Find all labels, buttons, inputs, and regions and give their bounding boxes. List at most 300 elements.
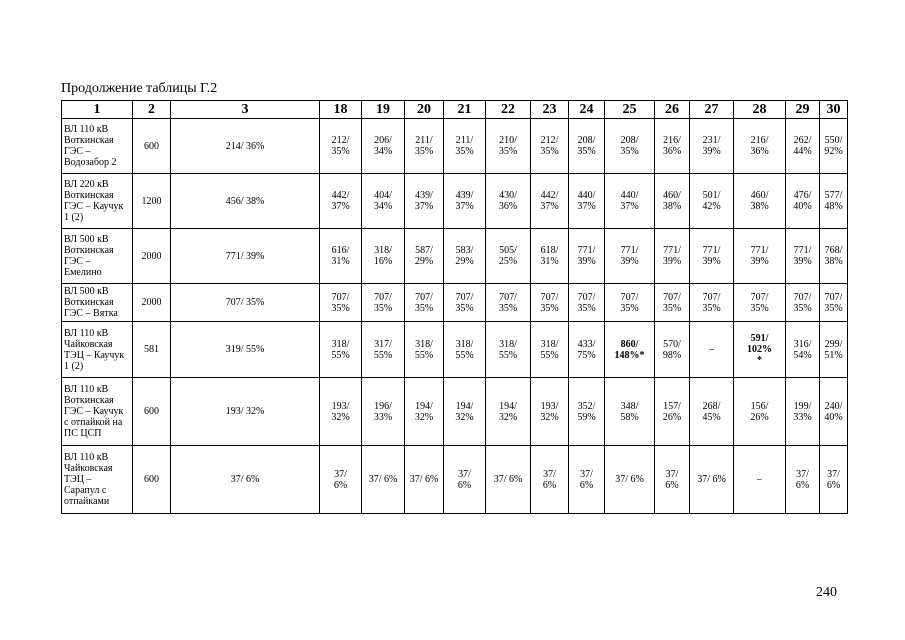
- load-value: 37/ 6%: [615, 474, 644, 485]
- column-header: 27: [690, 101, 734, 119]
- line-name-text: ТЭЦ – Каучук: [64, 349, 125, 361]
- line-name-text: ВЛ 110 кВ: [64, 124, 109, 135]
- load-value: 587/: [415, 245, 433, 256]
- load-value: 570/: [663, 338, 681, 350]
- table-row: [62, 174, 848, 229]
- load-value: 16%: [373, 256, 393, 267]
- load-cell: [786, 284, 820, 322]
- load-value: 37/: [796, 468, 809, 480]
- table-row: [62, 119, 848, 174]
- load-value: 35%: [824, 302, 843, 314]
- load-value: 771/: [750, 245, 769, 256]
- load-value: 35%: [662, 302, 682, 314]
- load-value: 37/: [665, 468, 679, 480]
- column-header: 18: [320, 101, 362, 119]
- load-cell: [786, 119, 820, 174]
- load-cell: [820, 446, 848, 514]
- load-value: 442/: [331, 190, 350, 201]
- load-cell: [320, 322, 362, 378]
- load-value: 39%: [662, 256, 682, 267]
- line-name-text: ГЭС – Каучук: [64, 201, 124, 212]
- load-value: 208/: [620, 135, 639, 146]
- base-load-cell: 37/ 6%: [171, 446, 320, 514]
- line-name-text: Воткинская: [64, 395, 114, 406]
- load-cell: [320, 446, 362, 514]
- load-cell: [655, 322, 690, 378]
- load-value: 35%: [793, 302, 812, 314]
- load-value: *: [757, 355, 762, 366]
- load-value: 148%*: [614, 349, 645, 361]
- load-value: 37%: [620, 201, 639, 212]
- load-value: 55%: [455, 349, 474, 361]
- line-name-text: ВЛ 220 кВ: [64, 179, 109, 190]
- load-value: 318/: [331, 338, 350, 350]
- load-value: 34%: [373, 201, 393, 212]
- load-value: 35%: [577, 146, 596, 157]
- load-cell: [786, 322, 820, 378]
- column-header: 25: [605, 101, 655, 119]
- load-cell: [569, 229, 605, 284]
- load-cell: [820, 119, 848, 174]
- load-value: 6%: [457, 479, 472, 491]
- load-value: 32%: [331, 411, 350, 423]
- load-cell: [362, 322, 405, 378]
- column-header: 30: [820, 101, 848, 119]
- load-value: 771/: [702, 245, 721, 256]
- load-cell: [655, 119, 690, 174]
- load-value: 37%: [414, 201, 434, 212]
- load-cell: [444, 119, 486, 174]
- load-cell: [734, 322, 786, 378]
- load-cell: [569, 446, 605, 514]
- load-value: 31%: [540, 256, 559, 267]
- load-cell: [690, 446, 734, 514]
- load-value: 38%: [662, 201, 682, 212]
- load-value: 577/: [824, 190, 843, 201]
- base-load-cell: 319/ 55%: [171, 322, 320, 378]
- load-value: 37%: [577, 201, 596, 212]
- line-name-text: ВЛ 110 кВ: [64, 384, 109, 395]
- load-value: 29%: [455, 256, 474, 267]
- load-value: 6%: [542, 479, 557, 491]
- load-cell: [320, 174, 362, 229]
- load-value: 48%: [824, 201, 843, 212]
- line-name-text: ТЭЦ –: [64, 474, 92, 485]
- load-value: 616/: [331, 245, 350, 256]
- load-cell: [569, 378, 605, 446]
- column-header: 24: [569, 101, 605, 119]
- capacity-cell: 2000: [133, 229, 171, 284]
- load-cell: [605, 322, 655, 378]
- load-value: 35%: [331, 146, 350, 157]
- line-name-text: ГЭС –: [64, 146, 91, 157]
- load-cell: [605, 119, 655, 174]
- load-cell: [444, 446, 486, 514]
- line-name-text: ВЛ 500 кВ: [64, 234, 109, 245]
- load-value: 39%: [702, 256, 721, 267]
- capacity-cell: 600: [133, 446, 171, 514]
- load-value: 460/: [663, 190, 681, 201]
- load-value: 39%: [702, 146, 721, 157]
- load-cell: [786, 378, 820, 446]
- load-value: 51%: [824, 349, 843, 361]
- table-row: [62, 322, 848, 378]
- load-value: 439/: [455, 190, 474, 201]
- load-value: 771/: [620, 245, 639, 256]
- load-value: 618/: [540, 245, 559, 256]
- load-value: 39%: [620, 256, 639, 267]
- load-value: 54%: [793, 349, 812, 361]
- load-value: 212/: [540, 135, 559, 146]
- load-value: 39%: [750, 256, 769, 267]
- load-value: 318/: [499, 338, 517, 350]
- line-name-cell: [62, 174, 133, 229]
- load-value: 40%: [824, 411, 843, 423]
- table-row: [62, 229, 848, 284]
- load-cell: [486, 229, 531, 284]
- load-cell: [734, 378, 786, 446]
- load-cell: [569, 174, 605, 229]
- load-value: 6%: [795, 479, 810, 491]
- load-cell: [531, 378, 569, 446]
- column-header: 3: [171, 101, 320, 119]
- load-cell: [820, 284, 848, 322]
- load-value: 211/: [415, 135, 433, 146]
- load-value: 318/: [540, 338, 559, 350]
- capacity-cell: 1200: [133, 174, 171, 229]
- column-header: 26: [655, 101, 690, 119]
- line-name-text: Чайковская: [64, 338, 113, 350]
- load-value: 194/: [455, 400, 474, 412]
- load-cell: [820, 322, 848, 378]
- load-value: 316/: [793, 338, 812, 350]
- load-value: 39%: [793, 256, 812, 267]
- load-value: 98%: [662, 349, 682, 361]
- base-load-cell: 707/ 35%: [171, 284, 320, 322]
- line-name-text: ПС ЦСП: [64, 428, 102, 439]
- load-cell: [486, 322, 531, 378]
- load-value: 35%: [577, 302, 596, 314]
- load-value: 318/: [374, 245, 392, 256]
- load-cell: [320, 119, 362, 174]
- line-name-text: с отпайкой на: [64, 417, 123, 428]
- load-cell: [569, 119, 605, 174]
- column-header: 2: [133, 101, 171, 119]
- load-value: 194/: [499, 400, 517, 412]
- load-value: 440/: [620, 190, 639, 201]
- load-cell: [786, 229, 820, 284]
- load-value: 35%: [498, 146, 518, 157]
- load-value: 37/: [543, 468, 556, 480]
- load-cell: [690, 119, 734, 174]
- load-cell: [569, 322, 605, 378]
- load-cell: [734, 119, 786, 174]
- load-value: 193/: [331, 400, 350, 412]
- load-value: 32%: [414, 411, 434, 423]
- load-value: 37/: [334, 468, 347, 480]
- load-value: 35%: [455, 302, 474, 314]
- load-cell: [605, 446, 655, 514]
- page-number: 240: [816, 585, 837, 600]
- load-value: 36%: [662, 146, 682, 157]
- line-name-text: ВЛ 110 кВ: [64, 452, 109, 463]
- load-value: 501/: [702, 190, 721, 201]
- base-load-cell: 456/ 38%: [171, 174, 320, 229]
- load-value: 33%: [373, 411, 393, 423]
- load-value: 707/: [620, 291, 639, 303]
- line-name-text: Воткинская: [64, 245, 114, 256]
- load-cell: [531, 119, 569, 174]
- load-value: 430/: [499, 190, 517, 201]
- load-value: 59%: [577, 411, 596, 423]
- load-value: 231/: [702, 135, 721, 146]
- load-value: 37/ 6%: [409, 474, 439, 485]
- load-value: 707/: [540, 291, 559, 303]
- table-row: [62, 446, 848, 514]
- load-cell: [820, 174, 848, 229]
- load-value: 55%: [331, 349, 350, 361]
- load-cell: [655, 174, 690, 229]
- load-cell: [605, 378, 655, 446]
- load-value: 35%: [455, 146, 474, 157]
- load-value: 92%: [824, 146, 843, 157]
- load-cell: [734, 284, 786, 322]
- load-value: 318/: [415, 338, 433, 350]
- load-value: 157/: [663, 400, 681, 412]
- line-name-text: Воткинская: [64, 135, 114, 146]
- line-name-text: ГЭС – Каучук: [64, 406, 124, 417]
- load-cell: [405, 119, 444, 174]
- load-value: 476/: [793, 190, 812, 201]
- column-header: 22: [486, 101, 531, 119]
- load-cell: [786, 174, 820, 229]
- load-value: 206/: [374, 135, 392, 146]
- load-cell: [655, 229, 690, 284]
- load-cell: [405, 174, 444, 229]
- load-cell: [362, 229, 405, 284]
- load-value: 38%: [750, 201, 769, 212]
- load-value: 318/: [455, 338, 474, 350]
- line-name-text: Емелино: [64, 267, 102, 278]
- column-header: 1: [62, 101, 133, 119]
- line-name-cell: [62, 446, 133, 514]
- load-value: 37%: [455, 201, 474, 212]
- load-value: 37%: [540, 201, 559, 212]
- load-value: 591/: [750, 333, 769, 344]
- load-value: 433/: [577, 338, 596, 350]
- load-value: 404/: [374, 190, 392, 201]
- table-caption: Продолжение таблицы Г.2: [61, 81, 218, 96]
- load-value: 33%: [793, 411, 812, 423]
- column-header: 21: [444, 101, 486, 119]
- load-value: 37/: [458, 468, 471, 480]
- table-row: [62, 284, 848, 322]
- load-value: 550/: [824, 135, 843, 146]
- load-cell: [531, 229, 569, 284]
- load-value: 45%: [702, 411, 721, 423]
- line-name-text: Воткинская: [64, 190, 114, 201]
- line-name-text: 1 (2): [64, 360, 84, 372]
- load-value: 440/: [577, 190, 596, 201]
- load-value: 240/: [824, 400, 843, 412]
- line-name-text: отпайками: [64, 496, 110, 507]
- load-cell: [734, 174, 786, 229]
- table-row: [62, 378, 848, 446]
- load-cell: [486, 446, 531, 514]
- load-value: 58%: [620, 411, 639, 423]
- load-value: 460/: [750, 190, 769, 201]
- load-cell: [362, 446, 405, 514]
- load-value: 42%: [702, 201, 721, 212]
- load-cell: [690, 322, 734, 378]
- line-name-text: ВЛ 500 кВ: [64, 286, 109, 297]
- load-cell: [405, 378, 444, 446]
- load-cell: [405, 446, 444, 514]
- load-cell: [486, 119, 531, 174]
- load-value: 36%: [498, 201, 518, 212]
- load-cell: [786, 446, 820, 514]
- capacity-cell: 600: [133, 378, 171, 446]
- load-value: 31%: [331, 256, 350, 267]
- load-value: 35%: [414, 302, 434, 314]
- load-cell: [655, 284, 690, 322]
- load-value: 299/: [824, 338, 843, 350]
- load-value: 55%: [373, 349, 393, 361]
- load-value: 55%: [540, 349, 559, 361]
- load-cell: [320, 378, 362, 446]
- load-value: 348/: [620, 400, 639, 412]
- load-value: 29%: [414, 256, 434, 267]
- load-value: 505/: [499, 245, 517, 256]
- load-value: 707/: [750, 291, 769, 303]
- load-value: 211/: [455, 135, 474, 146]
- load-cell: [486, 284, 531, 322]
- column-header: 28: [734, 101, 786, 119]
- load-value: 707/: [499, 291, 517, 303]
- load-cell: [605, 229, 655, 284]
- load-value: 39%: [577, 256, 596, 267]
- load-cell: [405, 229, 444, 284]
- load-value: 216/: [663, 135, 681, 146]
- load-value: 707/: [415, 291, 433, 303]
- load-value: 707/: [455, 291, 474, 303]
- load-cell: [444, 174, 486, 229]
- load-cell: [444, 378, 486, 446]
- load-value: 6%: [665, 479, 679, 491]
- load-cell: [320, 284, 362, 322]
- base-load-cell: 193/ 32%: [171, 378, 320, 446]
- load-value: 262/: [793, 135, 812, 146]
- load-cell: [734, 229, 786, 284]
- load-value: –: [757, 474, 762, 485]
- load-value: 194/: [415, 400, 433, 412]
- column-header: 19: [362, 101, 405, 119]
- load-value: –: [709, 344, 714, 355]
- load-cell: [531, 446, 569, 514]
- load-cell: [486, 174, 531, 229]
- line-name-cell: [62, 322, 133, 378]
- load-value: 707/: [824, 291, 843, 303]
- line-name-text: ГЭС –: [64, 256, 91, 267]
- load-value: 6%: [826, 479, 841, 491]
- load-value: 707/: [702, 291, 721, 303]
- load-value: 442/: [540, 190, 559, 201]
- load-value: 707/: [577, 291, 596, 303]
- load-cell: [655, 446, 690, 514]
- load-value: 26%: [750, 411, 769, 423]
- load-cell: [531, 174, 569, 229]
- load-cell: [320, 229, 362, 284]
- line-name-cell: [62, 119, 133, 174]
- load-value: 6%: [579, 479, 594, 491]
- load-value: 707/: [331, 291, 350, 303]
- line-name-cell: [62, 284, 133, 322]
- load-value: 26%: [662, 411, 682, 423]
- load-value: 35%: [540, 302, 559, 314]
- load-cell: [444, 322, 486, 378]
- load-cell: [362, 284, 405, 322]
- load-value: 37/: [827, 468, 840, 480]
- column-header: 20: [405, 101, 444, 119]
- load-value: 35%: [498, 302, 518, 314]
- load-cell: [362, 119, 405, 174]
- load-cell: [569, 284, 605, 322]
- load-cell: [444, 284, 486, 322]
- load-value: 199/: [793, 400, 812, 412]
- load-value: 32%: [540, 411, 559, 423]
- load-value: 196/: [374, 400, 392, 412]
- load-value: 37/ 6%: [368, 474, 398, 485]
- load-cell: [690, 284, 734, 322]
- load-cell: [605, 174, 655, 229]
- line-name-cell: [62, 229, 133, 284]
- load-value: 583/: [455, 245, 474, 256]
- capacity-cell: 581: [133, 322, 171, 378]
- load-value: 75%: [577, 349, 596, 361]
- load-value: 860/: [620, 338, 639, 350]
- line-name-text: 1 (2): [64, 212, 84, 223]
- load-value: 771/: [577, 245, 596, 256]
- load-value: 35%: [620, 302, 639, 314]
- line-name-text: ГЭС – Вятка: [64, 308, 118, 319]
- load-value: 193/: [540, 400, 559, 412]
- load-value: 210/: [499, 135, 517, 146]
- line-name-text: Водозабор 2: [64, 157, 117, 168]
- load-value: 771/: [663, 245, 681, 256]
- line-name-text: Чайковская: [64, 463, 113, 474]
- load-value: 35%: [540, 146, 559, 157]
- load-cell: [605, 284, 655, 322]
- load-value: 707/: [663, 291, 681, 303]
- column-header: 23: [531, 101, 569, 119]
- load-value: 34%: [373, 146, 393, 157]
- load-value: 268/: [702, 400, 721, 412]
- load-value: 32%: [455, 411, 474, 423]
- load-value: 38%: [824, 256, 843, 267]
- load-cell: [531, 322, 569, 378]
- base-load-cell: 771/ 39%: [171, 229, 320, 284]
- load-cell: [655, 378, 690, 446]
- load-value: 208/: [577, 135, 596, 146]
- load-value: 707/: [374, 291, 392, 303]
- capacity-cell: 2000: [133, 284, 171, 322]
- load-value: 439/: [415, 190, 433, 201]
- load-value: 55%: [414, 349, 434, 361]
- load-value: 768/: [824, 245, 843, 256]
- load-value: 352/: [577, 400, 596, 412]
- load-value: 37/ 6%: [697, 474, 726, 485]
- load-value: 35%: [702, 302, 721, 314]
